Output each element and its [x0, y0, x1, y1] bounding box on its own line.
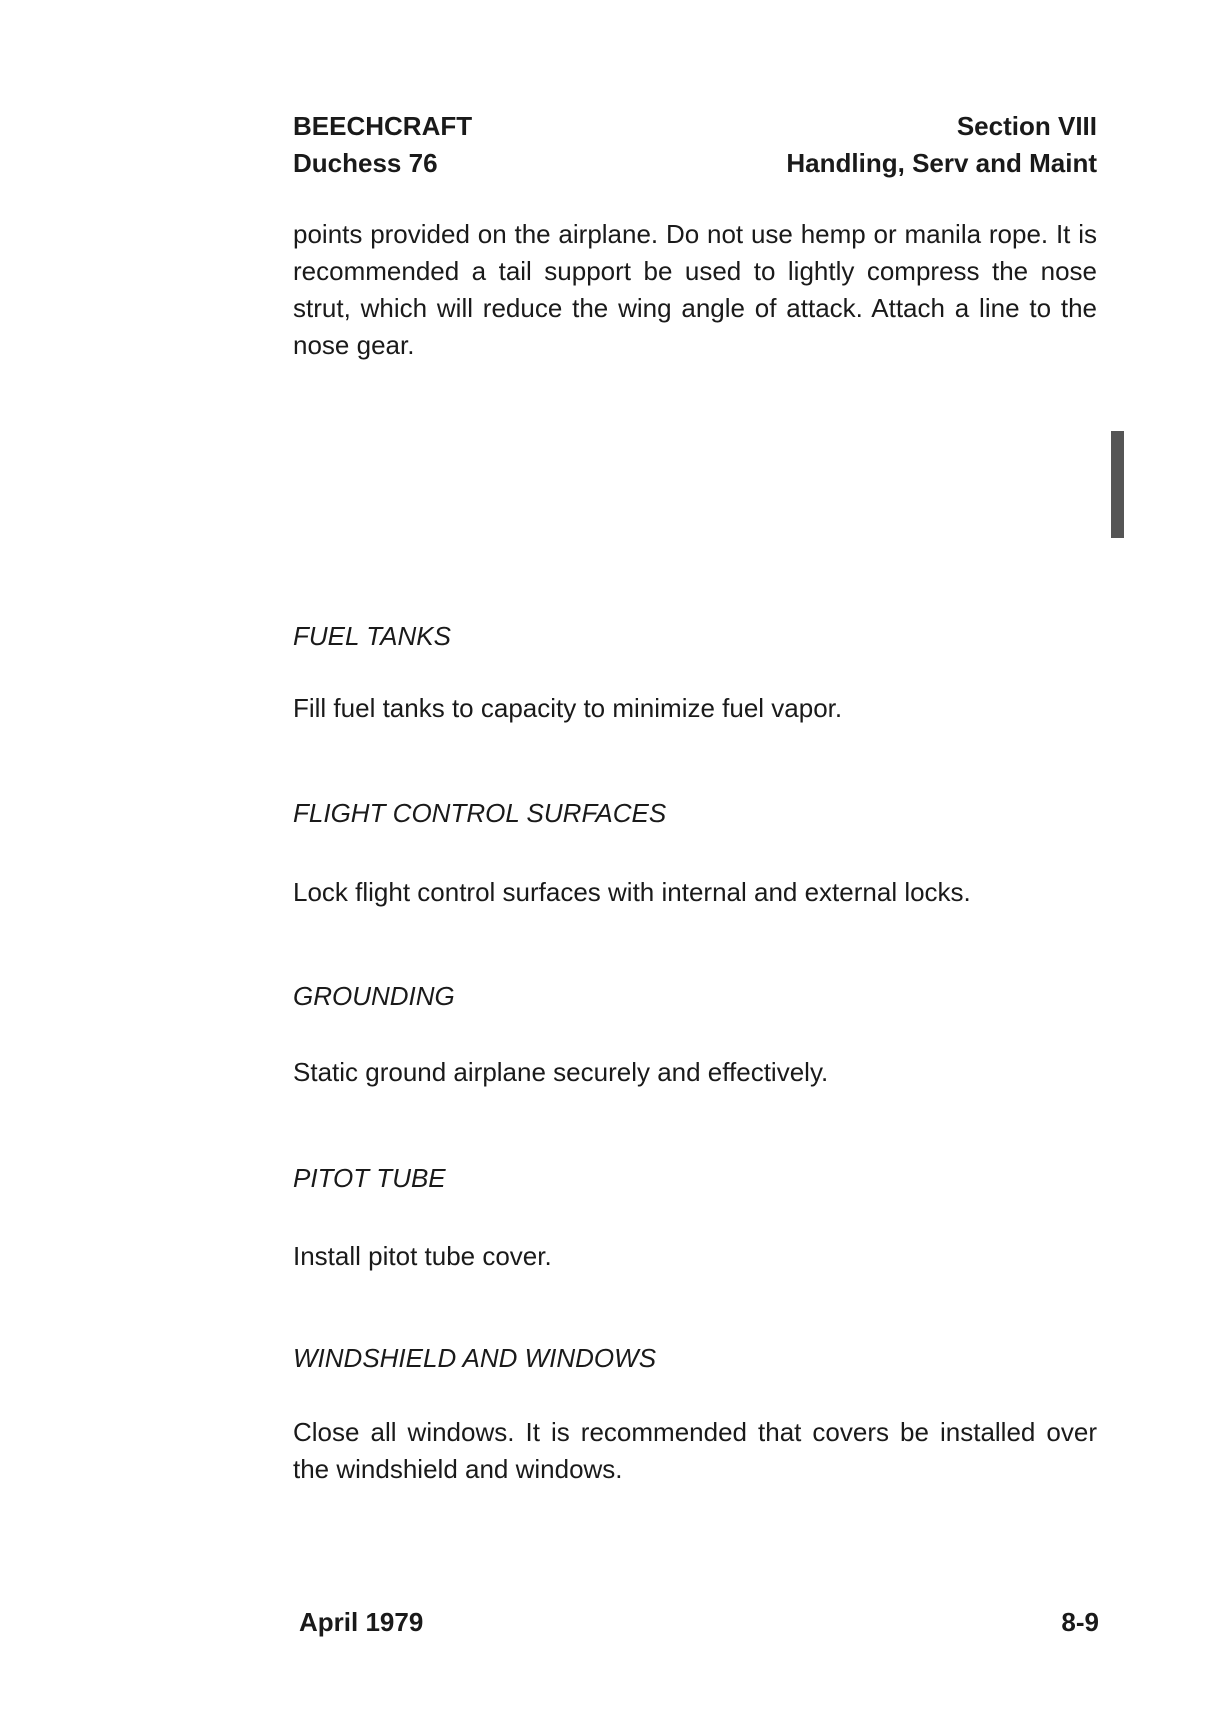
heading-fuel-tanks: FUEL TANKS [293, 621, 451, 651]
intro-paragraph: points provided on the airplane. Do not use hemp or manila rope. It is recommended a tail support be used to lightly compress the nose strut, which will reduce the wing angle of attack. Attach a line to the nose gear. [293, 219, 1097, 360]
text-fuel-tanks: Fill fuel tanks to capacity to minimize fuel vapor. [293, 693, 843, 723]
text-pitot-tube: Install pitot tube cover. [293, 1241, 552, 1271]
page-number: 8-9 [1061, 1607, 1099, 1637]
section-title: Handling, Serv and Maint [786, 148, 1097, 178]
heading-windshield-and-windows: WINDSHIELD AND WINDOWS [293, 1343, 657, 1373]
heading-pitot-tube: PITOT TUBE [293, 1163, 446, 1193]
header-left [293, 108, 472, 182]
text-grounding: Static ground airplane securely and effectively. [293, 1057, 829, 1087]
revision-change-bar [1111, 431, 1124, 538]
manufacturer-name: BEECHCRAFT [293, 111, 473, 141]
heading-grounding: GROUNDING [293, 981, 455, 1011]
publication-date: April 1979 [299, 1607, 424, 1637]
heading-flight-control-surfaces: FLIGHT CONTROL SURFACES [293, 798, 667, 828]
text-flight-control-surfaces: Lock flight control surfaces with internal and external locks. [293, 877, 971, 907]
section-number: Section VIII [956, 111, 1097, 141]
text-windshield-and-windows: Close all windows. It is recommended that covers be installed over the windshield and windows. [293, 1417, 1097, 1484]
aircraft-model: Duchess 76 [293, 148, 438, 178]
header-right [786, 108, 1097, 182]
